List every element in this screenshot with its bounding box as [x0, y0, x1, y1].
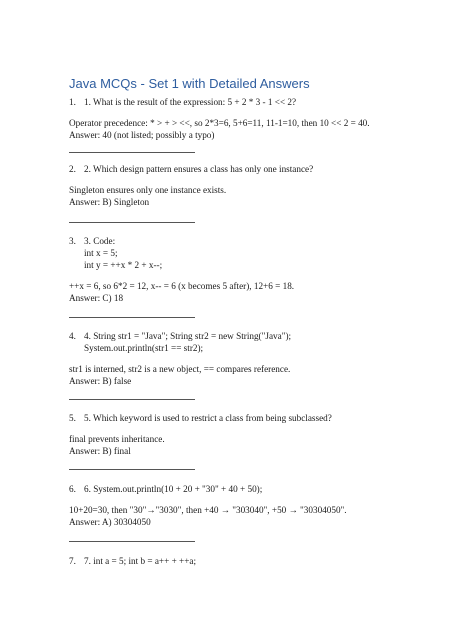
explanation-text: 10+20=30, then "30"→"3030", then +40 → "303040", +50 → "30304050".: [69, 505, 347, 515]
document-title: Java MCQs - Set 1 with Detailed Answers: [69, 76, 310, 91]
question-text: 3. Code:: [84, 236, 116, 246]
question-number: 1.: [69, 97, 76, 107]
code-line: int x = 5;: [84, 248, 118, 258]
answer-text: Answer: A) 30304050: [69, 517, 151, 527]
separator-rule: [69, 399, 195, 400]
question-line: [69, 412, 332, 424]
question-line: [69, 483, 347, 495]
answer-text: Answer: B) final: [69, 446, 131, 456]
separator-rule: [69, 152, 195, 153]
answer-text: Answer: B) false: [69, 376, 132, 386]
answer-text: Answer: B) Singleton: [69, 197, 150, 207]
question-block-6: [69, 483, 347, 528]
code-line: int y = ++x * 2 + x--;: [84, 260, 163, 270]
question-text: 7. int a = 5; int b = a++ + ++a;: [84, 556, 197, 566]
question-text: 4. String str1 = "Java"; String str2 = new String("Java");: [84, 331, 292, 341]
question-block-2: [69, 163, 313, 208]
explanation-text: str1 is interned, str2 is a new object, == compares reference.: [69, 364, 291, 374]
explanation-text: final prevents inheritance.: [69, 434, 165, 444]
separator-rule: [69, 469, 195, 470]
question-text: 5. Which keyword is used to restrict a class from being subclassed?: [84, 413, 332, 423]
question-block-1: [69, 96, 370, 141]
answer-text: Answer: 40 (not listed; possibly a typo): [69, 130, 215, 140]
question-text: 2. Which design pattern ensures a class has only one instance?: [84, 164, 314, 174]
explanation-text: Operator precedence: * > + > <<, so 2*3=6, 5+6=11, 11-1=10, then 10 << 2 = 40.: [69, 118, 370, 128]
question-block-3: [69, 235, 294, 304]
question-line: [69, 96, 370, 108]
code-line: System.out.println(str1 == str2);: [84, 343, 204, 353]
question-text: 6. System.out.println(10 + 20 + "30" + 40 + 50);: [84, 484, 263, 494]
question-number: 4.: [69, 331, 76, 341]
separator-rule: [69, 541, 195, 542]
question-block-4: [69, 330, 291, 387]
question-line: [69, 163, 313, 175]
separator-rule: [69, 222, 195, 223]
question-number: 5.: [69, 413, 76, 423]
question-number: 3.: [69, 236, 76, 246]
question-text: 1. What is the result of the expression: 5 + 2 * 3 - 1 << 2?: [84, 97, 297, 107]
explanation-text: Singleton ensures only one instance exists.: [69, 185, 227, 195]
question-line: [69, 555, 196, 567]
question-line: [69, 330, 291, 342]
question-line: [69, 235, 294, 247]
question-number: 2.: [69, 164, 76, 174]
explanation-text: ++x = 6, so 6*2 = 12, x-- = 6 (x becomes 5 after), 12+6 = 18.: [69, 281, 295, 291]
separator-rule: [69, 317, 195, 318]
question-block-5: [69, 412, 332, 457]
question-block-7: [69, 555, 196, 567]
answer-text: Answer: C) 18: [69, 293, 124, 303]
question-number: 6.: [69, 484, 76, 494]
question-number: 7.: [69, 556, 76, 566]
